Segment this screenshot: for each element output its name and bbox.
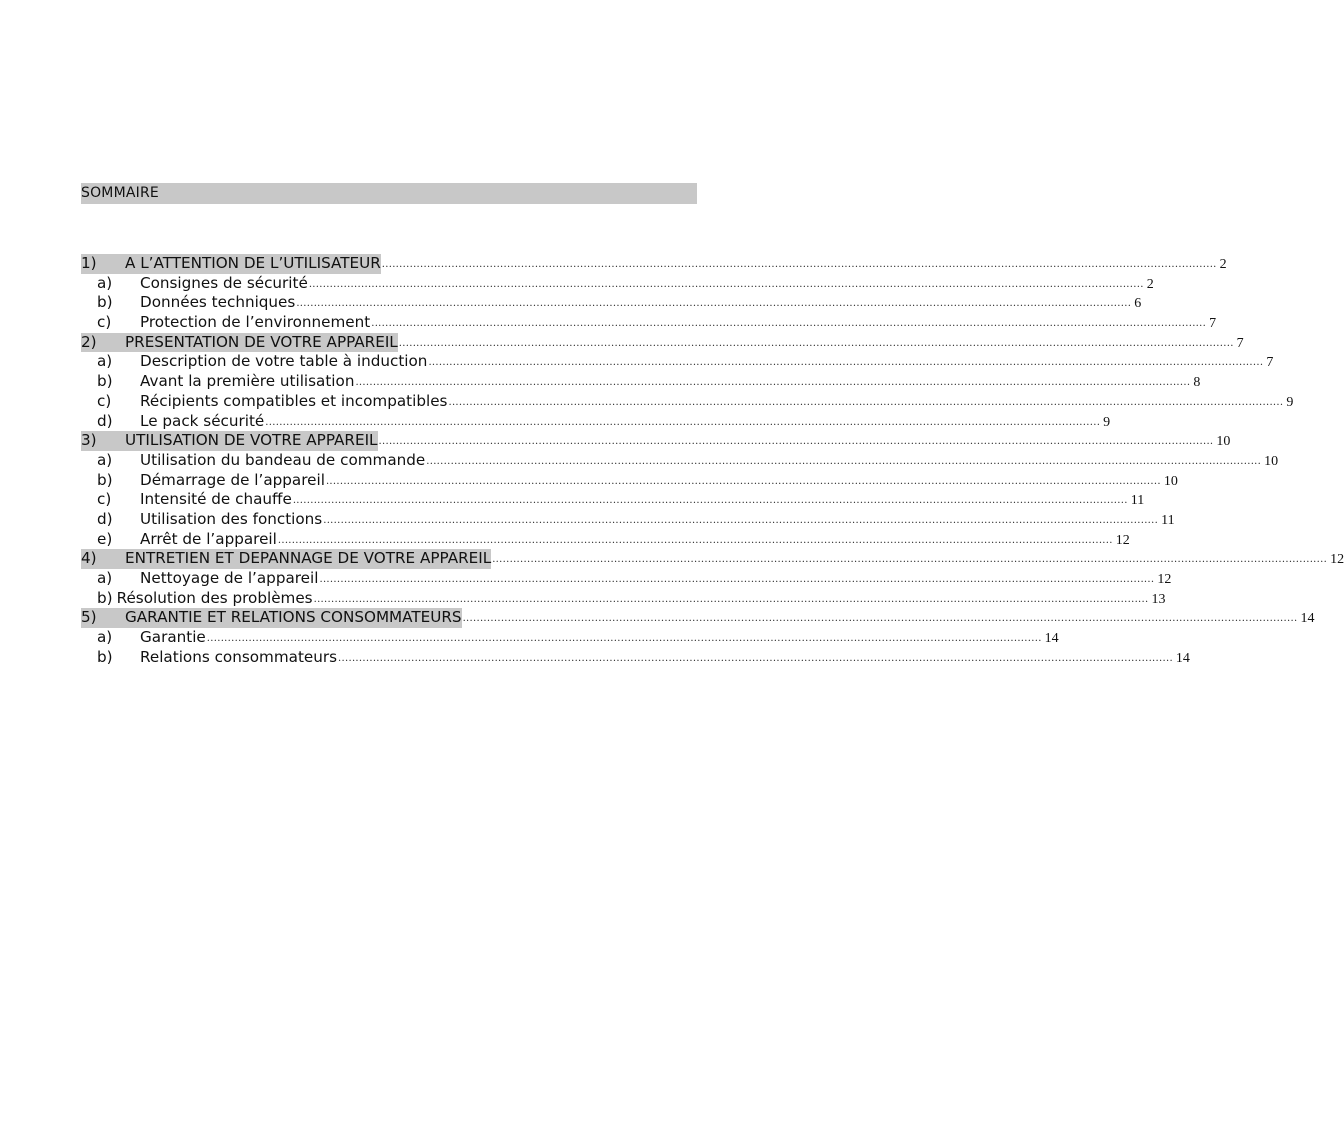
toc-entry-title[interactable]: PRESENTATION DE VOTRE APPAREIL	[125, 332, 398, 351]
toc-entry-number: d)	[97, 411, 113, 430]
toc-subsection-row[interactable]	[81, 391, 1294, 412]
toc-page-number: 12	[1115, 532, 1130, 548]
toc-entry-number: 2)	[81, 333, 125, 353]
toc-dot-leader: ................................................................................................................................................................................................................................................	[325, 475, 1161, 487]
toc-subsection-row[interactable]	[81, 588, 1166, 609]
toc-entry-title[interactable]: Description de votre table à induction	[140, 352, 428, 371]
toc-dot-leader: ................................................................................................................................................................................................................................................	[296, 298, 1132, 310]
toc-dot-leader: ................................................................................................................................................................................................................................................	[265, 416, 1101, 428]
toc-entry-number: b)	[97, 293, 113, 312]
toc-dot-leader: ................................................................................................................................................................................................................................................	[492, 554, 1328, 566]
toc-dot-leader: ................................................................................................................................................................................................................................................	[381, 259, 1217, 270]
toc-page-number: 10	[1216, 434, 1231, 450]
toc-entry-title[interactable]: Utilisation des fonctions	[140, 509, 323, 528]
toc-subsection-row[interactable]	[81, 313, 1217, 333]
toc-entry-title[interactable]: Utilisation du bandeau de commande	[140, 450, 426, 469]
toc-entry-number: c)	[97, 490, 112, 509]
toc-entry-title[interactable]: Relations consommateurs	[140, 647, 338, 666]
toc-entry-number: b)	[97, 588, 113, 607]
toc-entry-number: 4)	[81, 549, 125, 569]
toc-page-number: 14	[1175, 650, 1190, 666]
table-of-contents	[81, 254, 1344, 667]
toc-page-number: 9	[1286, 394, 1294, 410]
toc-dot-leader: ................................................................................................................................................................................................................................................	[398, 337, 1234, 349]
toc-subsection-row[interactable]	[81, 490, 1145, 510]
toc-page-number: 7	[1236, 335, 1244, 351]
toc-entry-title[interactable]: Nettoyage de l’appareil	[140, 569, 319, 587]
toc-section-row[interactable]	[81, 332, 1244, 353]
toc-dot-leader: ................................................................................................................................................................................................................................................	[426, 455, 1262, 467]
toc-page-number: 11	[1161, 512, 1175, 528]
toc-entry-title[interactable]: Avant la première utilisation	[140, 372, 355, 391]
toc-page-number: 6	[1134, 296, 1142, 312]
toc-entry-number: b)	[97, 470, 113, 489]
toc-page-number: 9	[1103, 414, 1111, 430]
toc-entry-title[interactable]: GARANTIE ET RELATIONS CONSOMMATEURS	[125, 608, 462, 627]
toc-dot-leader: ................................................................................................................................................................................................................................................	[277, 534, 1113, 546]
toc-entry-number: c)	[97, 313, 112, 332]
toc-section-row[interactable]	[81, 608, 1315, 628]
toc-dot-leader: ................................................................................................................................................................................................................................................	[323, 514, 1159, 526]
toc-subsection-row[interactable]	[81, 569, 1172, 589]
toc-page-number: 7	[1266, 355, 1274, 371]
toc-entry-title[interactable]: Résolution des problèmes	[116, 588, 313, 607]
toc-entry-title[interactable]: A L’ATTENTION DE L’UTILISATEUR	[125, 254, 381, 272]
toc-dot-leader: ................................................................................................................................................................................................................................................	[462, 613, 1298, 625]
toc-entry-title[interactable]: Récipients compatibles et incompatibles	[140, 391, 448, 410]
toc-entry-title[interactable]: Le pack sécurité	[140, 411, 265, 430]
toc-entry-number: 5)	[81, 608, 125, 628]
toc-subsection-row[interactable]	[81, 509, 1175, 530]
toc-dot-leader: ................................................................................................................................................................................................................................................	[338, 652, 1173, 664]
toc-dot-leader: ................................................................................................................................................................................................................................................	[428, 357, 1264, 369]
toc-heading: SOMMAIRE	[81, 183, 697, 204]
toc-dot-leader: ................................................................................................................................................................................................................................................	[308, 278, 1144, 290]
toc-entry-title[interactable]: Consignes de sécurité	[140, 273, 308, 292]
toc-dot-leader: ................................................................................................................................................................................................................................................	[378, 436, 1214, 448]
toc-entry-number: d)	[97, 509, 113, 528]
toc-dot-leader: ................................................................................................................................................................................................................................................	[448, 396, 1284, 408]
toc-entry-title[interactable]: Intensité de chauffe	[140, 490, 292, 509]
toc-page-number: 14	[1044, 631, 1059, 647]
toc-entry-title[interactable]: Démarrage de l’appareil	[140, 470, 325, 489]
toc-page-number: 2	[1146, 276, 1154, 292]
toc-entry-number: 3)	[81, 431, 125, 451]
toc-page-number: 10	[1264, 453, 1279, 469]
toc-entry-title[interactable]: Arrêt de l’appareil	[140, 529, 277, 548]
toc-entry-title[interactable]: Données techniques	[140, 293, 296, 312]
toc-entry-number: a)	[97, 450, 113, 469]
toc-subsection-row[interactable]	[81, 470, 1178, 491]
toc-dot-leader: ................................................................................................................................................................................................................................................	[292, 495, 1128, 507]
toc-page-number: 12	[1330, 552, 1344, 568]
toc-subsection-row[interactable]	[81, 352, 1274, 372]
toc-dot-leader: ................................................................................................................................................................................................................................................	[355, 377, 1191, 389]
toc-page-number: 13	[1151, 591, 1166, 607]
toc-dot-leader: ................................................................................................................................................................................................................................................	[206, 633, 1042, 645]
toc-entry-number: b)	[97, 647, 113, 666]
toc-entry-number: b)	[97, 372, 113, 391]
toc-section-row[interactable]	[81, 549, 1344, 569]
toc-entry-title[interactable]: ENTRETIEN ET DEPANNAGE DE VOTRE APPAREIL	[125, 549, 492, 568]
toc-entry-number: a)	[97, 273, 113, 292]
toc-entry-title[interactable]: Garantie	[140, 628, 206, 647]
toc-page-number: 12	[1157, 572, 1172, 587]
toc-section-row[interactable]	[81, 431, 1231, 451]
toc-subsection-row[interactable]	[81, 647, 1190, 668]
toc-dot-leader: ................................................................................................................................................................................................................................................	[313, 593, 1149, 605]
toc-entry-number: a)	[97, 628, 113, 647]
toc-entry-number: a)	[97, 569, 113, 587]
toc-entry-number: c)	[97, 391, 112, 410]
toc-subsection-row[interactable]	[81, 628, 1059, 648]
toc-section-row[interactable]	[81, 254, 1227, 274]
toc-page-number: 10	[1163, 473, 1178, 489]
toc-subsection-row[interactable]	[81, 293, 1142, 313]
toc-entry-title[interactable]: Protection de l’environnement	[140, 313, 371, 332]
toc-subsection-row[interactable]	[81, 273, 1154, 294]
toc-subsection-row[interactable]	[81, 529, 1130, 550]
toc-entry-number: e)	[97, 529, 113, 548]
toc-subsection-row[interactable]	[81, 450, 1279, 471]
toc-page-number: 7	[1209, 316, 1217, 332]
toc-subsection-row[interactable]	[81, 411, 1111, 432]
toc-entry-title[interactable]: UTILISATION DE VOTRE APPAREIL	[125, 431, 378, 450]
toc-dot-leader: ................................................................................................................................................................................................................................................	[319, 574, 1155, 585]
toc-page-number: 14	[1300, 611, 1315, 627]
toc-page-number: 8	[1193, 375, 1201, 391]
toc-page-number: 2	[1219, 257, 1227, 272]
toc-page-number: 11	[1130, 493, 1145, 509]
toc-dot-leader: ................................................................................................................................................................................................................................................	[371, 318, 1207, 330]
toc-subsection-row[interactable]	[81, 372, 1201, 392]
toc-entry-number: 1)	[81, 254, 125, 274]
toc-entry-number: a)	[97, 352, 113, 371]
